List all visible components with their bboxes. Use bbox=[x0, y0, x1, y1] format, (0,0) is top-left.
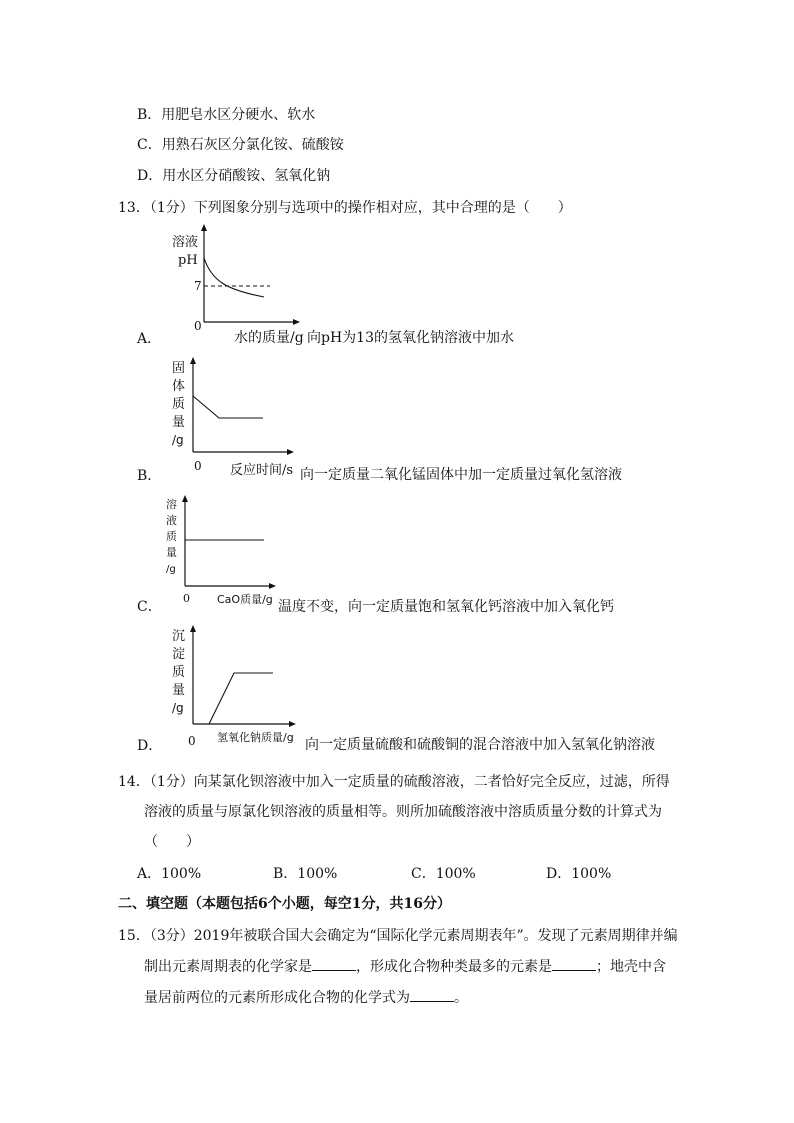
q15-line1: 15．（3分）2019年被联合国大会确定为“国际化学元素周期表年”。发现了元素周期律并编 bbox=[118, 928, 678, 944]
graph-c-ylabel-4: 量 bbox=[166, 546, 177, 559]
q14-option-d: D．100% bbox=[546, 866, 612, 882]
graph-a-tick-7: 7 bbox=[194, 279, 202, 293]
q13-graph-c bbox=[160, 490, 280, 606]
q13-option-a-letter: A． bbox=[137, 331, 162, 347]
graph-d-origin: 0 bbox=[188, 734, 196, 748]
graph-d-y-arrow bbox=[190, 625, 196, 632]
q13-option-d-desc: 向一定质量硫酸和硫酸铜的混合溶液中加入氢氧化钠溶液 bbox=[305, 737, 655, 753]
q13-stem: 13．（1分）下列图象分别与选项中的操作相对应，其中合理的是（ ） bbox=[118, 200, 572, 216]
graph-b-ylabel-4: 量 bbox=[172, 415, 186, 430]
q14-option-a: A．100% bbox=[137, 866, 202, 882]
graph-b-x-arrow bbox=[287, 449, 294, 455]
graph-a-y-arrow bbox=[201, 224, 207, 231]
q15-line2-part1: 制出元素周期表的化学家是 bbox=[144, 959, 312, 975]
graph-a-ylabel-line2: pH bbox=[178, 253, 198, 268]
graph-b-y-arrow bbox=[190, 357, 196, 364]
q12-option-c: C．用熟石灰区分氯化铵、硫酸铵 bbox=[137, 137, 344, 153]
q15-line3 bbox=[144, 987, 468, 1007]
graph-b-ylabel-5: /g bbox=[172, 433, 184, 447]
graph-b-ylabel-3: 质 bbox=[172, 397, 186, 412]
answer-blank-1[interactable] bbox=[312, 958, 356, 971]
q13-option-b-desc: 向一定质量二氧化锰固体中加一定质量过氧化氢溶液 bbox=[300, 467, 622, 483]
q15-line3-part1: 量居前两位的元素所形成化合物的化学式为 bbox=[144, 990, 410, 1006]
q13-option-c-desc: 温度不变，向一定质量饱和氢氧化钙溶液中加入氧化钙 bbox=[278, 599, 614, 615]
q13-option-b-letter: B． bbox=[137, 468, 162, 484]
q12-option-b: B．用肥皂水区分硬水、软水 bbox=[137, 107, 316, 123]
q14-option-c: C．100% bbox=[411, 866, 476, 882]
q15-line3-part2: 。 bbox=[454, 990, 468, 1006]
graph-d-ylabel-4: 量 bbox=[172, 683, 186, 698]
graph-d-xlabel: 氢氧化钠质量/g bbox=[217, 731, 294, 744]
q15-line2-part2: ，形成化合物种类最多的元素是 bbox=[356, 959, 552, 975]
graph-b-line bbox=[193, 396, 263, 418]
q14-option-b: B．100% bbox=[273, 866, 338, 882]
graph-c-x-arrow bbox=[269, 583, 276, 589]
graph-c-origin: 0 bbox=[183, 592, 190, 605]
q14-line1: 14．（1分）向某氯化钡溶液中加入一定质量的硫酸溶液，二者恰好完全反应，过滤，所得 bbox=[118, 774, 670, 790]
section-heading: 二、填空题（本题包括6个小题，每空1分，共16分） bbox=[118, 896, 451, 912]
graph-c-ylabel-3: 质 bbox=[166, 530, 177, 543]
q13-graph-b bbox=[166, 352, 302, 474]
answer-blank-3[interactable] bbox=[410, 989, 454, 1002]
graph-a-curve bbox=[204, 258, 264, 297]
graph-d-x-arrow bbox=[289, 721, 296, 727]
graph-a-x-arrow bbox=[293, 319, 300, 325]
q12-option-d: D．用水区分硝酸铵、氢氧化钠 bbox=[137, 168, 331, 184]
q13-option-d-letter: D． bbox=[137, 738, 163, 754]
graph-b-ylabel-2: 体 bbox=[172, 379, 186, 394]
q15-line2 bbox=[144, 956, 666, 976]
graph-d-ylabel-1: 沉 bbox=[172, 629, 186, 644]
graph-c-ylabel-2: 液 bbox=[166, 514, 177, 527]
graph-b-xlabel: 反应时间/s bbox=[230, 463, 294, 478]
graph-d-ylabel-2: 淀 bbox=[172, 647, 186, 662]
graph-c-y-arrow bbox=[182, 495, 188, 502]
q13-graph-a bbox=[168, 222, 308, 344]
graph-d-ylabel-5: /g bbox=[172, 701, 184, 715]
q14-line3: （ ） bbox=[144, 834, 200, 850]
answer-blank-2[interactable] bbox=[552, 958, 596, 971]
graph-a-xlabel: 水的质量/g bbox=[234, 330, 304, 346]
graph-b-origin: 0 bbox=[194, 459, 202, 473]
graph-d-line bbox=[209, 673, 273, 724]
q14-line2: 溶液的质量与原氯化钡溶液的质量相等。则所加硫酸溶液中溶质质量分数的计算式为 bbox=[144, 804, 662, 820]
graph-c-ylabel-5: /g bbox=[166, 564, 176, 575]
graph-a-origin: 0 bbox=[194, 319, 202, 333]
graph-c-ylabel-1: 溶 bbox=[166, 498, 177, 511]
graph-c-xlabel: CaO质量/g bbox=[217, 593, 273, 606]
graph-a-ylabel-line1: 溶液 bbox=[172, 235, 199, 250]
q15-line2-part3: ；地壳中含 bbox=[596, 959, 666, 975]
graph-d-ylabel-3: 质 bbox=[172, 665, 186, 680]
graph-b-ylabel-1: 固 bbox=[172, 361, 186, 376]
q13-option-a-desc: 向pH为13的氢氧化钠溶液中加水 bbox=[307, 330, 514, 346]
q13-option-c-letter: C． bbox=[137, 599, 162, 615]
